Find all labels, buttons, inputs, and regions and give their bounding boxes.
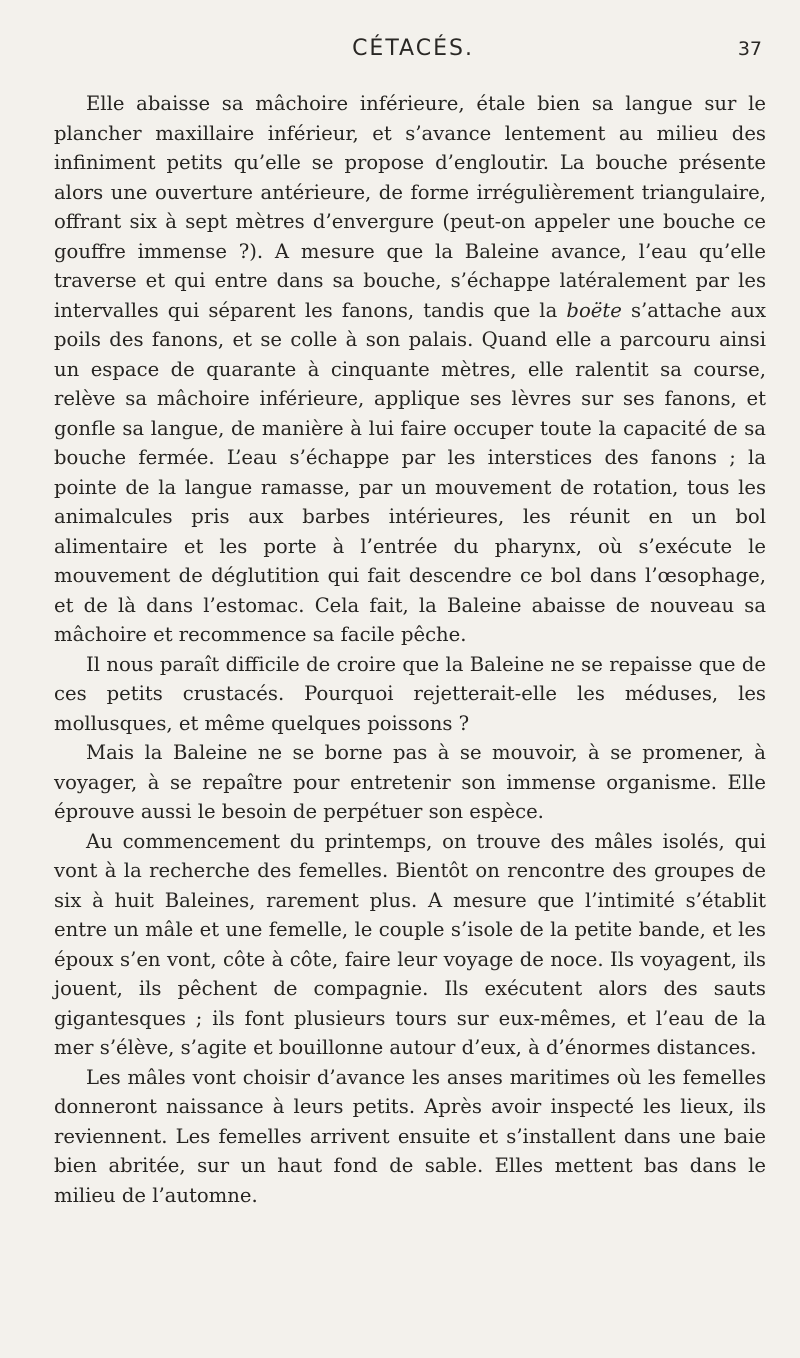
paragraph-5: Les mâles vont choisir d’avance les anses maritimes où les femelles donneront naissance à leurs petits. Après avoir inspecté les lieux, ils reviennent. Les femelles arrivent ensuite et s’installent dans une baie bien abritée, sur un haut fond de sable. Elles mettent bas dans le milieu de l’automne. — [54, 1065, 766, 1207]
body-text — [54, 89, 766, 1210]
page-number: 37 — [737, 38, 762, 60]
paragraph-1-text-start: Elle abaisse sa mâchoire inférieure, étale bien sa langue sur le plancher maxillaire inférieur, et s’avance lentement au milieu des infiniment petits qu’elle se propose d’engloutir. La bouche présente alors une ouverture antérieure, de forme irrégulièrement triangulaire, offrant six à sept mètres d’envergure (peut-on appeler une bouche ce gouffre immense ?). A mesure que la Baleine avance, l’eau qu’elle traverse et qui entre dans sa bouche, s’échappe latéralement par les intervalles qui séparent les fanons, tandis que la — [54, 92, 766, 322]
paragraph-1-text-end: s’attache aux poils des fanons, et se colle à son palais. Quand elle a parcouru ainsi un espace de quarante à cinquante mètres, elle ralentit sa course, relève sa mâchoire inférieure, applique ses lèvres sur ses fanons, et gonfle sa langue, de manière à lui faire occuper toute la capacité de sa bouche fermée. L’eau s’échappe par les interstices des fanons ; la pointe de la langue ramasse, par un mouvement de rotation, tous les animalcules pris aux barbes intérieures, les réunit en un bol alimentaire et les porte à l’entrée du pharynx, où s’exécute le mouvement de déglutition qui fait descendre ce bol dans l’œsophage, et de là dans l’estomac. Cela fait, la Baleine abaisse de nouveau sa mâchoire et recommence sa facile pêche. — [54, 298, 767, 646]
paragraph-4: Au commencement du printemps, on trouve des mâles isolés, qui vont à la recherche des femelles. Bientôt on rencontre des groupes de six à huit Baleines, rarement plus. A mesure que l’intimité s’établit entre un mâle et une femelle, le couple s’isole de la petite bande, et les époux s’en vont, côte à côte, faire leur voyage de noce. Ils voyagent, ils jouent, ils pêchent de compagnie. Ils exécutent alors des sauts gigantesques ; ils font plusieurs tours sur eux-mêmes, et l’eau de la mer s’élève, s’agite et bouillonne autour d’eux, à d’énormes distances. — [54, 829, 766, 1059]
chapter-title: CÉTACÉS. — [352, 36, 474, 61]
italic-term: boëte — [566, 298, 622, 322]
running-head — [64, 36, 762, 74]
paragraph-1 — [54, 89, 766, 650]
paragraph-2: Il nous paraît difficile de croire que la Baleine ne se repaisse que de ces petits crustacés. Pourquoi rejetterait-elle les méduses, les mollusques, et même quelques poissons ? — [54, 652, 766, 735]
paragraph-3: Mais la Baleine ne se borne pas à se mouvoir, à se promener, à voyager, à se repaître pour entretenir son immense organisme. Elle éprouve aussi le besoin de perpétuer son espèce. — [54, 741, 766, 823]
